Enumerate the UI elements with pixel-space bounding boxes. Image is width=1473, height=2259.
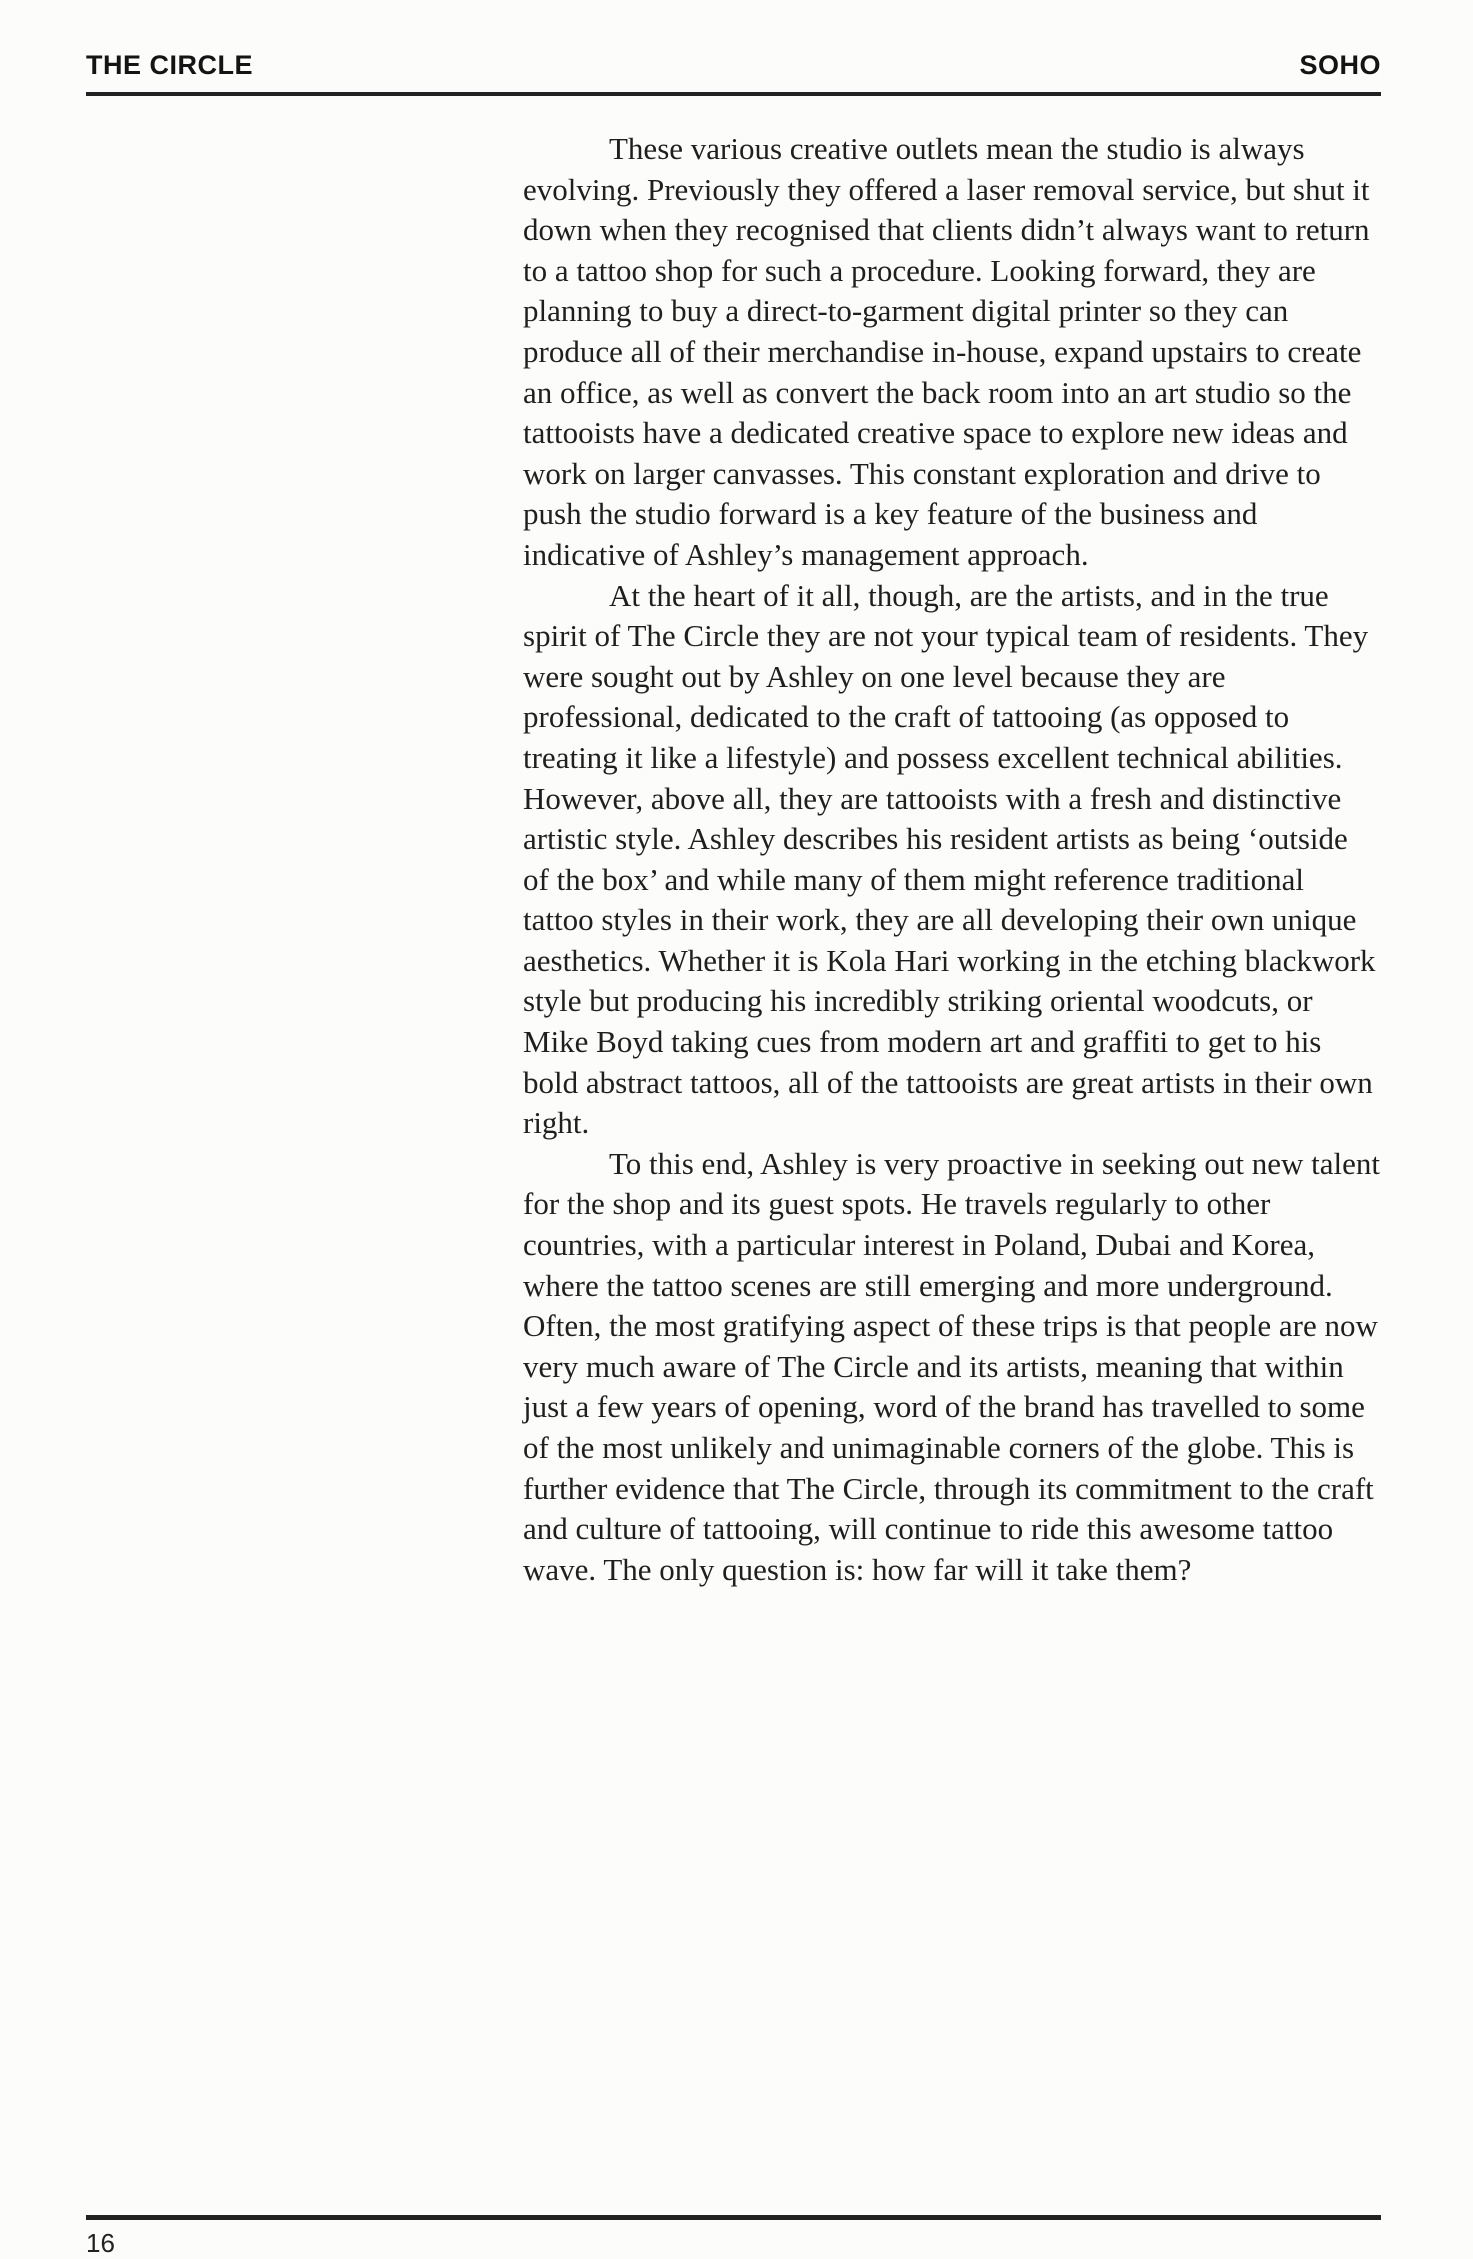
article-paragraph: At the heart of it all, though, are the artists, and in the true spirit of The Circle they are not your typical team of residents. They were sought out by Ashley on one level because they are professional, dedicated to the craft of tattooing (as opposed to treating it like a lifestyle) and possess excellent technical abilities. However, above all, they are tattooists with a fresh and distinctive artistic style. Ashley describes his resident artists as being ‘outside of the box’ and while many of them might reference traditional tattoo styles in their work, they are all developing their own unique aesthetics. Whether it is Kola Hari working in the etching blackwork style but producing his incredibly striking oriental woodcuts, or Mike Boyd taking cues from modern art and graffiti to get to his bold abstract tattoos, all of the tattooists are great artists in their own right.: [523, 577, 1376, 1141]
article-paragraph: These various creative outlets mean the studio is always evolving. Previously they offered a laser removal service, but shut it down when they recognised that clients didn’t always want to return to a tattoo shop for such a procedure. Looking forward, they are planning to buy a direct-to-garment digital printer so they can produce all of their merchandise in-house, expand upstairs to create an office, as well as convert the back room into an art studio so the tattooists have a dedicated creative space to explore new ideas and work on larger canvasses. This constant exploration and drive to push the studio forward is a key feature of the business and indicative of Ashley’s management approach.: [523, 131, 1370, 572]
article-body: [523, 129, 1381, 1590]
page-number: 16: [86, 2228, 115, 2258]
article-paragraph: To this end, Ashley is very proactive in seeking out new talent for the shop and its guest spots. He travels regularly to other countries, with a particular interest in Poland, Dubai and Korea, where the tattoo scenes are still emerging and more underground. Often, the most gratifying aspect of these trips is that people are now very much aware of The Circle and its artists, meaning that within just a few years of opening, word of the brand has travelled to some of the most unlikely and unimaginable corners of the globe. This is further evidence that The Circle, through its commitment to the craft and culture of tattooing, will continue to ride this awesome tattoo wave. The only question is: how far will it take them?: [523, 1145, 1380, 1587]
header-publication-title: THE CIRCLE: [86, 50, 253, 80]
footer-rule: [86, 2215, 1381, 2220]
header-section-title: SOHO: [1299, 50, 1381, 80]
header-rule: [86, 92, 1381, 96]
running-header: [86, 50, 1381, 94]
